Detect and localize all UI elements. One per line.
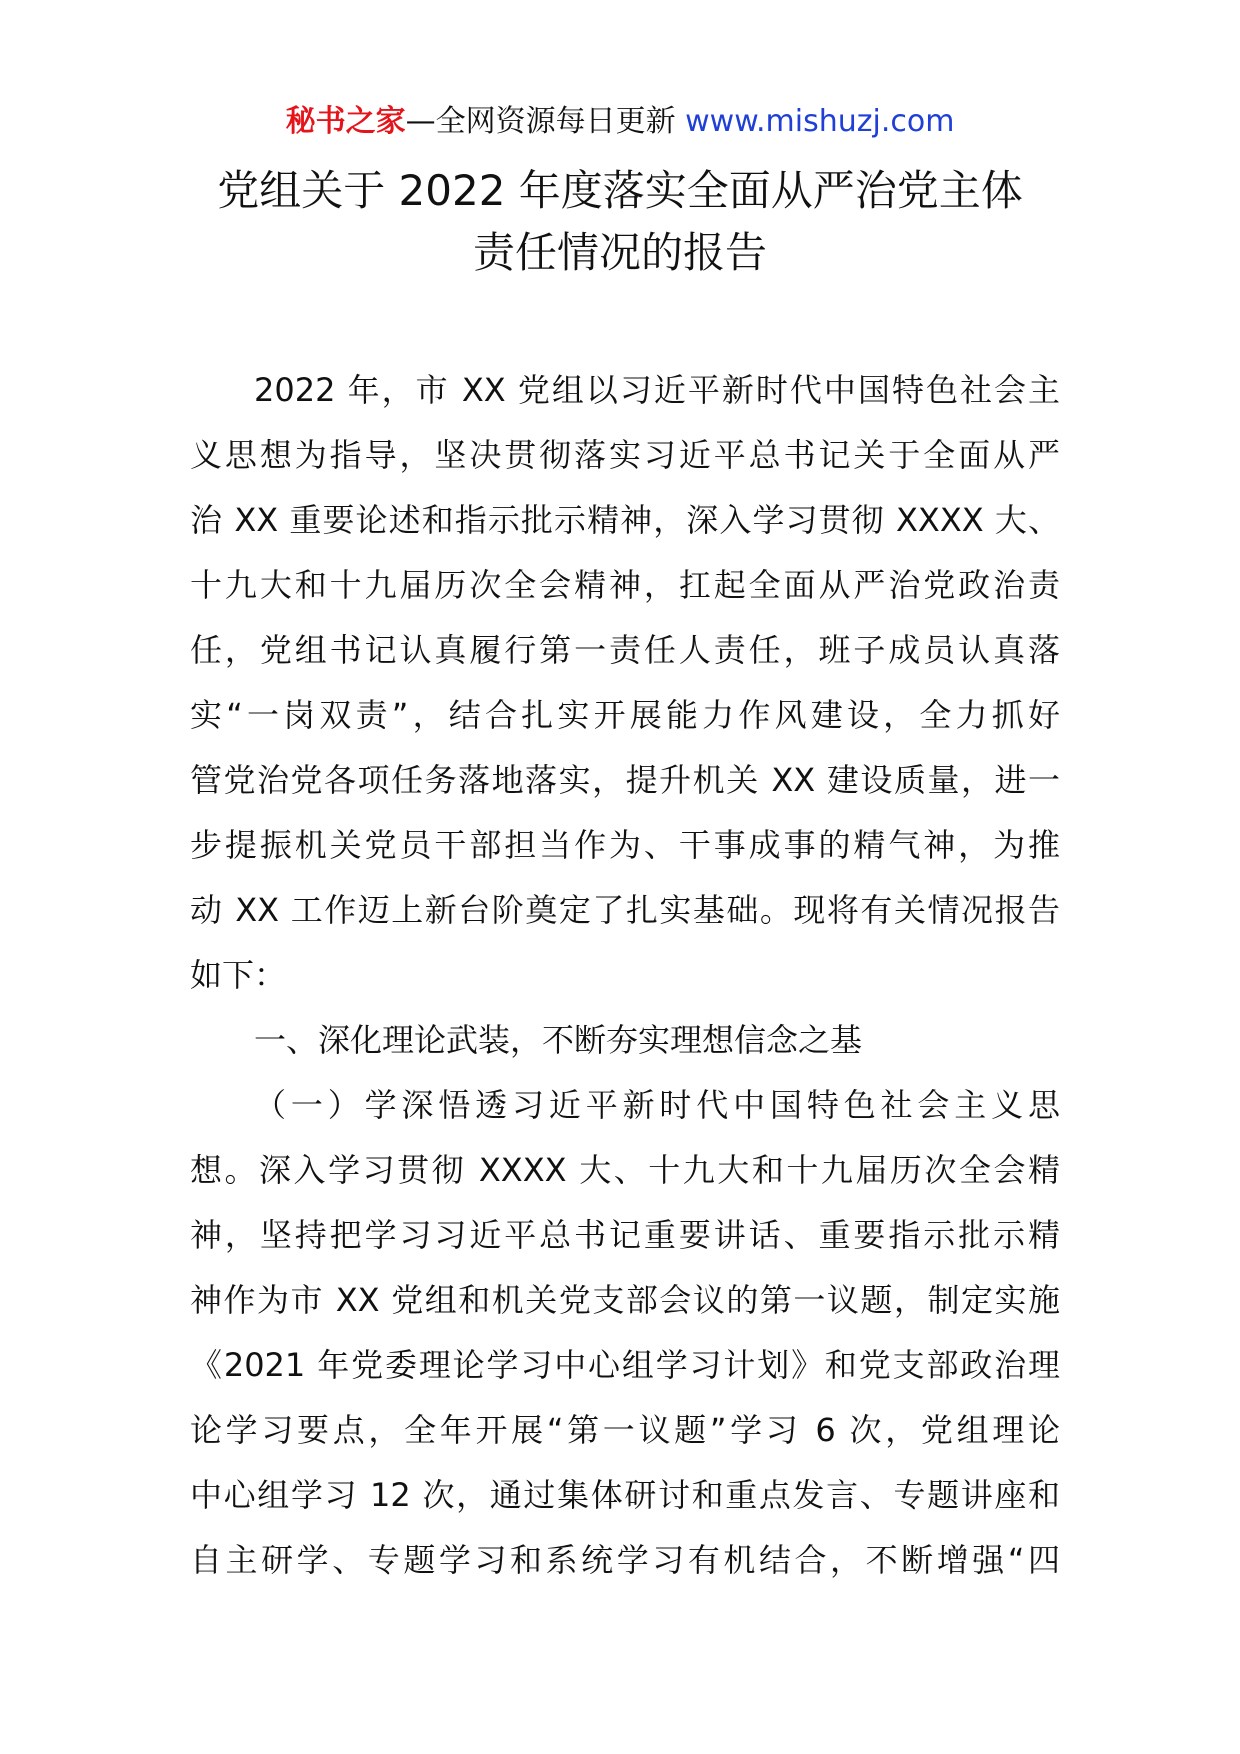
body-line: 管党治党各项任务落地落实，提升机关 XX 建设质量，进一 [190, 761, 1060, 799]
section-heading: 一、深化理论武装，不断夯实理想信念之基 [254, 1021, 863, 1059]
document-body [190, 358, 1060, 1593]
site-tagline: —全网资源每日更新 [405, 104, 686, 139]
body-line: 动 XX 工作迈上新台阶奠定了扎实基础。现将有关情况报告 [190, 891, 1060, 929]
body-line: 自主研学、专题学习和系统学习有机结合，不断增强“四 [190, 1541, 1060, 1579]
body-line: 中心组学习 12 次，通过集体研讨和重点发言、专题讲座和 [190, 1476, 1060, 1514]
site-header [0, 100, 1240, 144]
body-line: 实“一岗双责”，结合扎实开展能力作风建设，全力抓好 [190, 696, 1060, 734]
title-line: 责任情况的报告 [472, 228, 767, 277]
document-title [140, 160, 1100, 284]
title-line: 党组关于 2022 年度落实全面从严治党主体 [217, 166, 1023, 215]
subsection-heading: （一）学深悟透习近平新时代中国特色社会主义思 [254, 1086, 1060, 1124]
body-line: 想。深入学习贯彻 XXXX 大、十九大和十九届历次全会精 [190, 1151, 1060, 1189]
body-line: 任，党组书记认真履行第一责任人责任，班子成员认真落 [190, 631, 1060, 669]
body-line: 2022 年，市 XX 党组以习近平新时代中国特色社会主 [254, 371, 1060, 409]
site-url[interactable]: www.mishuzj.com [685, 104, 955, 139]
body-line: 义思想为指导，坚决贯彻落实习近平总书记关于全面从严 [190, 436, 1060, 474]
body-line: 治 XX 重要论述和指示批示精神，深入学习贯彻 XXXX 大、 [190, 501, 1060, 539]
site-brand: 秘书之家 [285, 104, 406, 139]
body-line: 十九大和十九届历次全会精神，扛起全面从严治党政治责 [190, 566, 1060, 604]
body-line: 如下： [190, 956, 287, 994]
body-line: 论学习要点，全年开展“第一议题”学习 6 次，党组理论 [190, 1411, 1060, 1449]
body-line: 步提振机关党员干部担当作为、干事成事的精气神，为推 [190, 826, 1060, 864]
body-line: 《2021 年党委理论学习中心组学习计划》和党支部政治理 [190, 1346, 1060, 1384]
body-line: 神，坚持把学习习近平总书记重要讲话、重要指示批示精 [190, 1216, 1060, 1254]
body-line: 神作为市 XX 党组和机关党支部会议的第一议题，制定实施 [190, 1281, 1060, 1319]
